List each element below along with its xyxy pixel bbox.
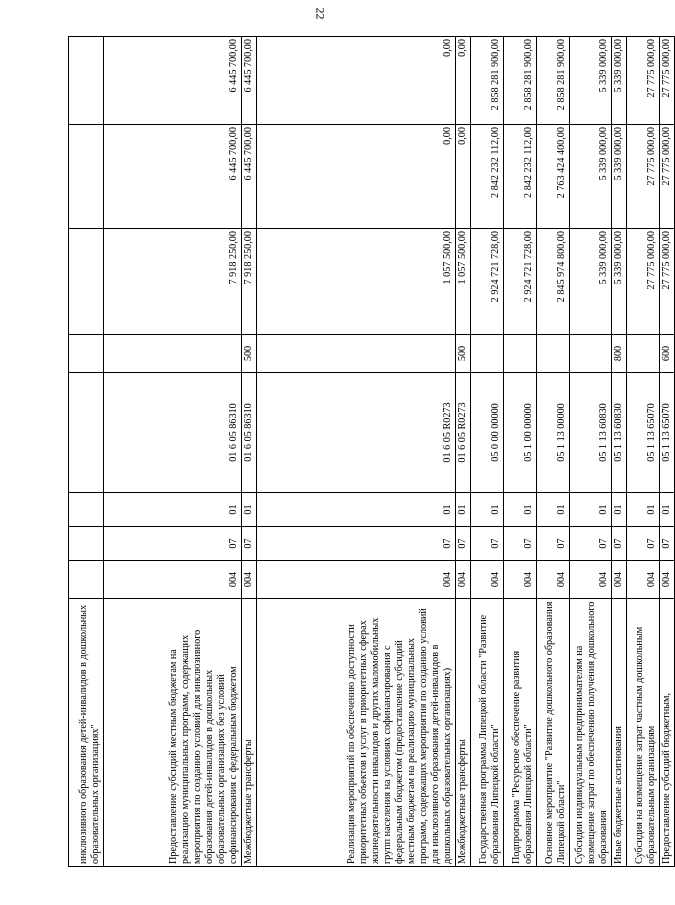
amount-3-cell: 6 445 700,00 xyxy=(242,37,257,125)
amount-2-cell: 27 775 000,00 xyxy=(627,125,660,229)
budget-table-sheet xyxy=(68,37,672,867)
amount-2-cell: 5 339 000,00 xyxy=(612,125,627,229)
row-name: Межбюджетные трансферты xyxy=(456,599,471,867)
grbs-cell: 004 xyxy=(612,561,627,599)
amount-1-cell: 7 918 250,00 xyxy=(242,229,257,335)
row-name: Межбюджетные трансферты xyxy=(242,599,257,867)
row-name: Основное мероприятие "Развитие дошкольного образования Липецкой области" xyxy=(537,599,570,867)
amount-1-cell: 5 339 000,00 xyxy=(612,229,627,335)
grbs-cell: 004 xyxy=(570,561,612,599)
table-row xyxy=(570,37,612,867)
table-row xyxy=(537,37,570,867)
target-article-cell xyxy=(69,373,104,493)
amount-3-cell: 0,00 xyxy=(456,37,471,125)
section-cell: 07 xyxy=(504,527,537,561)
amount-2-cell: 0,00 xyxy=(257,125,456,229)
subsection-cell: 01 xyxy=(660,493,675,527)
expense-type-cell xyxy=(69,335,104,373)
target-article-cell: 05 1 13 65070 xyxy=(660,373,675,493)
subsection-cell xyxy=(69,493,104,527)
target-article-cell: 05 1 13 00000 xyxy=(537,373,570,493)
amount-3-cell: 27 775 000,00 xyxy=(627,37,660,125)
expense-type-cell xyxy=(537,335,570,373)
amount-2-cell: 2 842 232 112,00 xyxy=(471,125,504,229)
amount-1-cell: 2 845 974 800,00 xyxy=(537,229,570,335)
expense-type-cell xyxy=(104,335,242,373)
target-article-cell: 05 1 13 60830 xyxy=(570,373,612,493)
amount-1-cell: 2 924 721 728,00 xyxy=(471,229,504,335)
amount-1-cell: 1 057 500,00 xyxy=(456,229,471,335)
amount-3-cell: 2 858 281 900,00 xyxy=(504,37,537,125)
section-cell: 07 xyxy=(242,527,257,561)
section-cell: 07 xyxy=(570,527,612,561)
grbs-cell: 004 xyxy=(537,561,570,599)
amount-3-cell: 27 775 000,00 xyxy=(660,37,675,125)
target-article-cell: 01 6 05 R0273 xyxy=(456,373,471,493)
target-article-cell: 05 1 13 65070 xyxy=(627,373,660,493)
amount-1-cell: 2 924 721 728,00 xyxy=(504,229,537,335)
target-article-cell: 05 0 00 00000 xyxy=(471,373,504,493)
amount-1-cell: 27 775 000,00 xyxy=(660,229,675,335)
amount-2-cell xyxy=(69,125,104,229)
section-cell xyxy=(69,527,104,561)
table-row xyxy=(456,37,471,867)
row-name: Субсидия на возмещение затрат частным дошкольным образовательным организациям xyxy=(627,599,660,867)
page-number: 22 xyxy=(313,7,328,20)
row-name: инклюзивного образования детей-инвалидов в дошкольных образовательных организациях" xyxy=(69,599,104,867)
row-name: Иные бюджетные ассигнования xyxy=(612,599,627,867)
expense-type-cell xyxy=(570,335,612,373)
grbs-cell: 004 xyxy=(504,561,537,599)
subsection-cell: 01 xyxy=(257,493,456,527)
subsection-cell: 01 xyxy=(504,493,537,527)
subsection-cell: 01 xyxy=(471,493,504,527)
amount-2-cell: 0,00 xyxy=(456,125,471,229)
grbs-cell xyxy=(69,561,104,599)
target-article-cell: 01 6 05 86310 xyxy=(104,373,242,493)
amount-3-cell: 2 858 281 900,00 xyxy=(537,37,570,125)
row-name: Государственная программа Липецкой области "Развитие образования Липецкой области" xyxy=(471,599,504,867)
table-row xyxy=(242,37,257,867)
target-article-cell: 01 6 05 86310 xyxy=(242,373,257,493)
amount-3-cell: 5 339 000,00 xyxy=(612,37,627,125)
amount-3-cell: 5 339 000,00 xyxy=(570,37,612,125)
table-row xyxy=(612,37,627,867)
subsection-cell: 01 xyxy=(104,493,242,527)
amount-3-cell xyxy=(69,37,104,125)
section-cell: 07 xyxy=(257,527,456,561)
target-article-cell: 05 1 13 60830 xyxy=(612,373,627,493)
amount-2-cell: 2 763 424 400,00 xyxy=(537,125,570,229)
subsection-cell: 01 xyxy=(570,493,612,527)
expense-type-cell: 500 xyxy=(242,335,257,373)
row-name: Подпрограмма "Ресурсное обеспечение развития образования Липецкой области" xyxy=(504,599,537,867)
grbs-cell: 004 xyxy=(104,561,242,599)
section-cell: 07 xyxy=(471,527,504,561)
amount-3-cell: 2 858 281 900,00 xyxy=(471,37,504,125)
expense-type-cell: 500 xyxy=(456,335,471,373)
amount-2-cell: 2 842 232 112,00 xyxy=(504,125,537,229)
grbs-cell: 004 xyxy=(242,561,257,599)
budget-table xyxy=(68,36,675,867)
grbs-cell: 004 xyxy=(660,561,675,599)
subsection-cell: 01 xyxy=(612,493,627,527)
amount-2-cell: 6 445 700,00 xyxy=(242,125,257,229)
expense-type-cell xyxy=(257,335,456,373)
amount-2-cell: 6 445 700,00 xyxy=(104,125,242,229)
row-name: Субсидии индивидуальным предпринимателям на возмещение затрат по обеспечению получения дошкольного образования xyxy=(570,599,612,867)
amount-1-cell: 7 918 250,00 xyxy=(104,229,242,335)
table-row xyxy=(471,37,504,867)
amount-1-cell xyxy=(69,229,104,335)
grbs-cell: 004 xyxy=(471,561,504,599)
section-cell: 07 xyxy=(612,527,627,561)
table-row xyxy=(69,37,104,867)
section-cell: 07 xyxy=(456,527,471,561)
table-row xyxy=(104,37,242,867)
subsection-cell: 01 xyxy=(456,493,471,527)
row-name: Предоставление субсидий бюджетным, xyxy=(660,599,675,867)
amount-1-cell: 27 775 000,00 xyxy=(627,229,660,335)
amount-1-cell: 1 057 500,00 xyxy=(257,229,456,335)
grbs-cell: 004 xyxy=(257,561,456,599)
grbs-cell: 004 xyxy=(456,561,471,599)
amount-2-cell: 5 339 000,00 xyxy=(570,125,612,229)
grbs-cell: 004 xyxy=(627,561,660,599)
row-name: Предоставление субсидий местным бюджетам на реализацию муниципальных программ, содержащих мероприятия по созданию условий для инклюзивного образования детей-инвалидов в дошкольных образовательных организациях без условий софинансирования с федеральным бюджетом xyxy=(104,599,242,867)
table-row xyxy=(504,37,537,867)
subsection-cell: 01 xyxy=(242,493,257,527)
expense-type-cell: 600 xyxy=(660,335,675,373)
table-row xyxy=(660,37,675,867)
section-cell: 07 xyxy=(660,527,675,561)
table-row xyxy=(257,37,456,867)
expense-type-cell xyxy=(471,335,504,373)
expense-type-cell: 800 xyxy=(612,335,627,373)
amount-1-cell: 5 339 000,00 xyxy=(570,229,612,335)
subsection-cell: 01 xyxy=(627,493,660,527)
expense-type-cell xyxy=(504,335,537,373)
amount-3-cell: 6 445 700,00 xyxy=(104,37,242,125)
target-article-cell: 05 1 00 00000 xyxy=(504,373,537,493)
row-name: Реализация мероприятий по обеспечению доступности приоритетных объектов и услуг в приоритетных сферах жизнедеятельности инвалидов и других маломобильных групп населения на условиях софинансирования с федеральным бюджетом (предоставление субсидий местным бюджетам на реализацию муниципальных программ, содержащих мероприятия по созданию условий для инклюзивного образования детей-инвалидов в дошкольных образовательных организациях) xyxy=(257,599,456,867)
expense-type-cell xyxy=(627,335,660,373)
subsection-cell: 01 xyxy=(537,493,570,527)
target-article-cell: 01 6 05 R0273 xyxy=(257,373,456,493)
amount-3-cell: 0,00 xyxy=(257,37,456,125)
amount-2-cell: 27 775 000,00 xyxy=(660,125,675,229)
section-cell: 07 xyxy=(627,527,660,561)
section-cell: 07 xyxy=(537,527,570,561)
section-cell: 07 xyxy=(104,527,242,561)
table-row xyxy=(627,37,660,867)
